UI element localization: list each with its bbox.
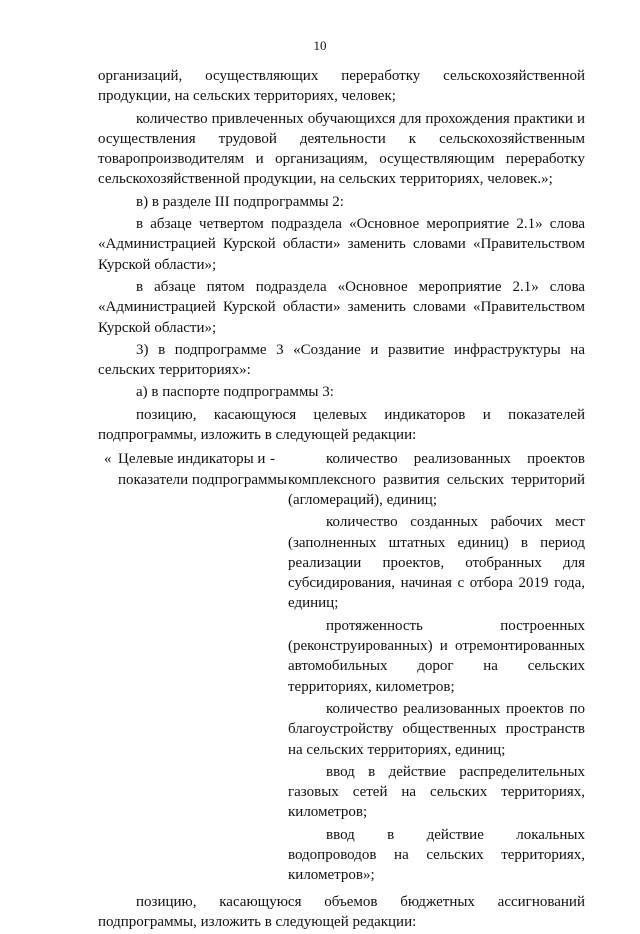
indicator-item: количество созданных рабочих мест (заполненных штатных единиц) в период реализации проектов, отобранных для субсидирования, начиная с отбора 2019 года, единиц; xyxy=(288,514,585,612)
paragraph: в) в разделе III подпрограммы 2: xyxy=(136,193,344,210)
indicators-label-cell xyxy=(98,449,288,887)
paragraph: позицию, касающуюся целевых индикаторов и показателей подпрограммы, изложить в следующей редакции: xyxy=(98,406,585,444)
paragraph: организаций, осуществляющих переработку сельскохозяйственной продукции, на сельских территориях, человек; xyxy=(98,68,585,105)
page-number: 10 xyxy=(313,38,327,53)
document-body xyxy=(98,66,585,934)
dash-separator: - xyxy=(270,451,275,468)
paragraph: в абзаце четвертом подраздела «Основное мероприятие 2.1» слова «Администрацией Курской области» заменить словами «Правительством Курской области»; xyxy=(98,216,585,273)
indicator-item: протяженность построенных (реконструированных) и отремонтированных автомобильных дорог на сельских территориях, километров; xyxy=(288,617,585,695)
indicators-label: Целевые индикаторы и показатели подпрограммы xyxy=(118,451,288,488)
paragraph: а) в паспорте подпрограммы 3: xyxy=(136,384,334,401)
indicator-item: ввод в действие локальных водопроводов на сельских территориях, километров»; xyxy=(288,826,585,884)
indicator-item: ввод в действие распределительных газовых сетей на сельских территориях, километров; xyxy=(288,763,585,821)
paragraph: в абзаце пятом подраздела «Основное мероприятие 2.1» слова «Администрацией Курской области» заменить словами «Правительством Курской области»; xyxy=(98,278,585,336)
indicators-list xyxy=(288,449,585,887)
indicator-item: количество реализованных проектов по благоустройству общественных пространств на сельских территориях, единиц; xyxy=(288,700,585,758)
indicators-table xyxy=(98,449,585,887)
paragraph: 3) в подпрограмме 3 «Создание и развитие инфраструктуры на сельских территориях»: xyxy=(98,341,585,379)
opening-quote: « xyxy=(104,451,112,468)
paragraph: позицию, касающуюся объемов бюджетных ассигнований подпрограммы, изложить в следующей редакции: xyxy=(98,893,585,930)
indicator-item: количество реализованных проектов комплексного развития сельских территорий (агломераций), единиц; xyxy=(288,451,585,508)
paragraph: количество привлеченных обучающихся для прохождения практики и осуществления трудовой деятельности к сельскохозяйственным товаропроизводителям и организациям, осуществляющим переработку сельскохозяйственной продукции, на сельских территориях, человек.»; xyxy=(98,110,585,188)
